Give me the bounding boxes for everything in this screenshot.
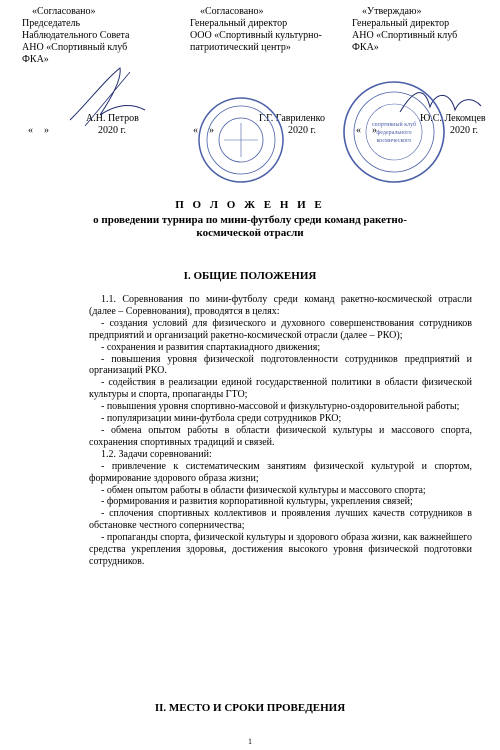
approval-position: ООО «Спортивный культурно- bbox=[190, 30, 322, 41]
stamp-sport-center bbox=[196, 95, 286, 185]
approval-position: ФКА» bbox=[22, 54, 49, 65]
paragraph: - обмен опытом работы в области физической культуры и массового спорта; bbox=[101, 484, 426, 496]
approval-head: «Согласовано» bbox=[32, 6, 96, 17]
subtitle-line-2: космической отрасли bbox=[196, 227, 304, 239]
approval-position: Председатель bbox=[22, 18, 81, 29]
document-subtitle bbox=[0, 214, 500, 240]
approval-position: Генеральный директор bbox=[190, 18, 288, 29]
section-heading-1: I. ОБЩИЕ ПОЛОЖЕНИЯ bbox=[183, 270, 317, 282]
svg-text:спортивный клуб: спортивный клуб bbox=[371, 122, 417, 128]
approval-head: «Утверждаю» bbox=[362, 6, 422, 17]
approval-position: АНО «Спортивный клуб bbox=[352, 30, 458, 41]
paragraph: - сплочения спортивных коллективов и проявления лучших качеств сотрудников в обстановке честного соперничества; bbox=[89, 508, 472, 532]
paragraph: - привлечение к систематическим занятиям физической культурой и спортом, формирование здорового образа жизни; bbox=[89, 460, 472, 484]
approval-position: АНО «Спортивный клуб bbox=[22, 42, 128, 53]
approval-block-1 bbox=[22, 6, 182, 66]
paragraph: - формирования и развития корпоративной культуры, укрепления связей; bbox=[101, 496, 413, 508]
approval-3-date-close: » bbox=[372, 125, 377, 136]
approval-1-year: 2020 г. bbox=[98, 125, 126, 136]
approval-2-date-open: « bbox=[193, 125, 198, 136]
svg-text:космического: космического bbox=[376, 138, 412, 144]
approval-position: патриотический центр» bbox=[190, 42, 291, 53]
approval-position: ФКА» bbox=[352, 42, 379, 53]
approval-block-2 bbox=[190, 6, 350, 54]
approval-3-date-open: « bbox=[356, 125, 361, 136]
approval-position: Генеральный директор bbox=[352, 18, 450, 29]
paragraph: 1.2. Задачи соревнований: bbox=[101, 448, 212, 460]
subtitle-line-1: о проведении турнира по мини-футболу среди команд ракетно- bbox=[93, 214, 407, 226]
paragraph: - обмена опытом работы в области физической культуры и массового спорта, сохранения спортивных традиций и связей. bbox=[89, 424, 472, 448]
stamp-sport-club-fka bbox=[340, 78, 448, 186]
paragraph: - пропаганды спорта, физической культуры и здорового образа жизни, как важнейшего средства укрепления здоровья, достижения высокого уровня физической подготовки сотрудников. bbox=[89, 532, 472, 567]
approval-1-date-open: « bbox=[28, 125, 33, 136]
paragraph: - повышения уровня физической подготовленности сотрудников предприятий и организаций РКО. bbox=[89, 353, 472, 377]
approval-1-date-close: » bbox=[44, 125, 49, 136]
approval-3-name: Ю.С. Лекомцев bbox=[420, 113, 486, 124]
approval-1-name: А.Н. Петров bbox=[86, 113, 139, 124]
paragraph: - популяризации мини-футбола среди сотрудников РКО; bbox=[101, 413, 342, 425]
paragraph: - создания условий для физического и духовного совершенствования сотрудников предприятий и организаций ракетно-космической отрасли (далее – РКО); bbox=[89, 317, 472, 341]
approval-2-date-close: » bbox=[209, 125, 214, 136]
document-body bbox=[89, 294, 472, 568]
paragraph: - повышения уровня спортивно-массовой и физкультурно-оздоровительной работы; bbox=[101, 401, 460, 413]
section-heading-2: II. МЕСТО И СРОКИ ПРОВЕДЕНИЯ bbox=[154, 702, 346, 714]
approval-block-3 bbox=[352, 6, 492, 54]
approval-2-year: 2020 г. bbox=[288, 125, 316, 136]
approval-position: Наблюдательного Совета bbox=[22, 30, 130, 41]
approval-3-year: 2020 г. bbox=[450, 125, 478, 136]
svg-text:федерального: федерального bbox=[376, 130, 412, 136]
approval-2-name: Г.Г. Гавриленко bbox=[259, 113, 325, 124]
document-title: П О Л О Ж Е Н И Е bbox=[175, 199, 325, 211]
paragraph: - сохранения и развития спартакиадного движения; bbox=[101, 341, 321, 353]
paragraph: 1.1. Соревнования по мини-футболу среди команд ракетно-космической отрасли (далее – Соревнования), проводятся в целях: bbox=[89, 294, 472, 317]
approval-head: «Согласовано» bbox=[200, 6, 264, 17]
paragraph: - содействия в реализации единой государственной политики в области физической культуры и спорта, пропаганды ГТО; bbox=[89, 377, 472, 401]
page-number: 1 bbox=[248, 737, 252, 746]
signature-petrov bbox=[60, 60, 150, 130]
